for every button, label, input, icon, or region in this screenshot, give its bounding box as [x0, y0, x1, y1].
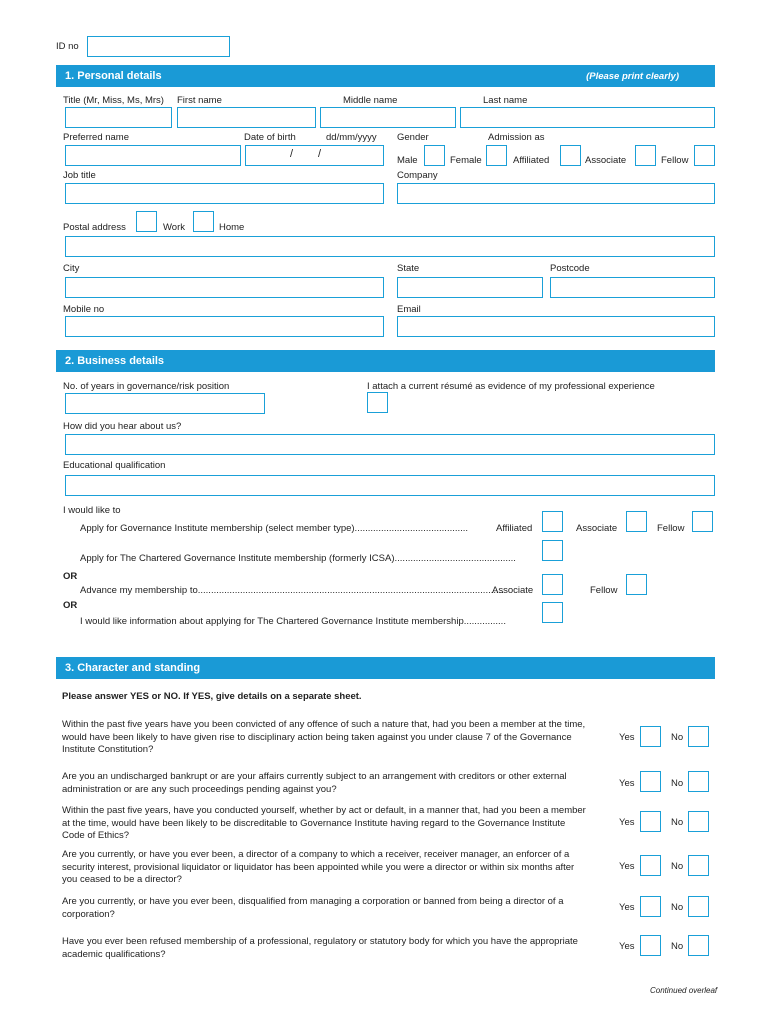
middle-name-field[interactable] [320, 107, 456, 128]
apply-cgi-checkbox[interactable] [542, 540, 563, 561]
mobile-label: Mobile no [63, 304, 105, 315]
apply-affiliated-label: Affiliated [496, 523, 533, 534]
q2-no-checkbox[interactable] [688, 771, 709, 792]
city-field[interactable] [65, 277, 384, 298]
advance-associate-checkbox[interactable] [542, 574, 563, 595]
q3-no-checkbox[interactable] [688, 811, 709, 832]
resume-checkbox[interactable] [367, 392, 388, 413]
male-label: Male [397, 155, 418, 166]
affiliated-label: Affiliated [513, 155, 550, 166]
education-label: Educational qualification [63, 460, 166, 471]
postcode-field[interactable] [550, 277, 715, 298]
dob-format-label: dd/mm/yyyy [326, 132, 377, 143]
or-label: OR [63, 571, 78, 582]
years-label: No. of years in governance/risk position [63, 381, 230, 392]
company-field[interactable] [397, 183, 715, 204]
section-business-header [56, 350, 715, 372]
no-label: No [671, 861, 684, 872]
hear-label: How did you hear about us? [63, 421, 182, 432]
section-title: 3. Character and standing [65, 662, 201, 674]
q2-yes-checkbox[interactable] [640, 771, 661, 792]
company-label: Company [397, 170, 438, 181]
q6-no-checkbox[interactable] [688, 935, 709, 956]
q3-yes-checkbox[interactable] [640, 811, 661, 832]
mobile-field[interactable] [65, 316, 384, 337]
advance-associate-label: Associate [492, 585, 534, 596]
instruction-text: Please answer YES or NO. If YES, give details on a separate sheet. [62, 691, 362, 702]
no-label: No [671, 817, 684, 828]
email-label: Email [397, 304, 421, 315]
apply-associate-label: Associate [576, 523, 618, 534]
associate-checkbox[interactable] [635, 145, 656, 166]
q1-no-checkbox[interactable] [688, 726, 709, 747]
advance-fellow-checkbox[interactable] [626, 574, 647, 595]
footer-text: Continued overleaf [650, 986, 718, 995]
apply-cgi-label: Apply for The Chartered Governance Institute membership (formerly ICSA).............................................. [80, 553, 516, 564]
advance-label: Advance my membership to.................................................................................................................... [80, 585, 504, 596]
postal-address-label: Postal address [63, 222, 126, 233]
preferred-name-label: Preferred name [63, 132, 130, 143]
female-checkbox[interactable] [486, 145, 507, 166]
associate-label: Associate [585, 155, 627, 166]
no-label: No [671, 941, 684, 952]
fellow-label: Fellow [661, 155, 689, 166]
affiliated-checkbox[interactable] [560, 145, 581, 166]
section-title: 1. Personal details [65, 70, 162, 82]
yes-label: Yes [619, 732, 635, 743]
preferred-name-field[interactable] [65, 145, 241, 166]
q4-yes-checkbox[interactable] [640, 855, 661, 876]
question-text: Within the past five years, have you conducted yourself, whether by act or default, in a manner that, had you been a member at the time, would have been likely to be discreditable to Governance Institute having regard to the Governance Institute Code of Ethics? [62, 805, 586, 841]
last-name-label: Last name [483, 95, 528, 106]
male-checkbox[interactable] [424, 145, 445, 166]
question-text: Have you ever been refused membership of a professional, regulatory or statutory body for which you have the appropriate academic qualifications? [62, 936, 578, 960]
q5-yes-checkbox[interactable] [640, 896, 661, 917]
job-title-label: Job title [63, 170, 96, 181]
id-field[interactable] [87, 36, 230, 57]
state-field[interactable] [397, 277, 543, 298]
yes-label: Yes [619, 817, 635, 828]
question-text: Are you an undischarged bankrupt or are your affairs currently subject to an arrangement with creditors or other external administration or are any such proceedings pending against you? [62, 771, 567, 795]
question-text: Within the past five years have you been convicted of any offence of such a nature that, had you been a member at the time, would have been likely to have given rise to disciplinary action being taken against you under clause 7 of the Governance Institute Constitution? [62, 719, 586, 755]
postcode-label: Postcode [550, 263, 590, 274]
home-label: Home [219, 222, 245, 233]
first-name-label: First name [177, 95, 222, 106]
question-text: Are you currently, or have you ever been, disqualified from managing a corporation or banned from being a director of a corporation? [62, 896, 564, 920]
print-note: (Please print clearly) [586, 71, 679, 82]
years-field[interactable] [65, 393, 265, 414]
info-label: I would like information about applying for The Chartered Governance Institute membership................ [80, 616, 506, 627]
yes-label: Yes [619, 778, 635, 789]
apply-fellow-checkbox[interactable] [692, 511, 713, 532]
id-label: ID no [56, 41, 79, 52]
fellow-checkbox[interactable] [694, 145, 715, 166]
title-field[interactable] [65, 107, 172, 128]
yes-label: Yes [619, 902, 635, 913]
education-field[interactable] [65, 475, 715, 496]
first-name-field[interactable] [177, 107, 316, 128]
gender-label: Gender [397, 132, 429, 143]
q6-yes-checkbox[interactable] [640, 935, 661, 956]
q5-no-checkbox[interactable] [688, 896, 709, 917]
info-checkbox[interactable] [542, 602, 563, 623]
title-label: Title (Mr, Miss, Ms, Mrs) [63, 95, 164, 106]
admission-label: Admission as [488, 132, 545, 143]
middle-name-label: Middle name [343, 95, 398, 106]
hear-field[interactable] [65, 434, 715, 455]
like-label: I would like to [63, 505, 121, 516]
last-name-field[interactable] [460, 107, 715, 128]
dob-separator: / [290, 148, 294, 160]
work-label: Work [163, 222, 185, 233]
section-title: 2. Business details [65, 355, 165, 367]
yes-label: Yes [619, 941, 635, 952]
section-character-header [56, 657, 715, 679]
state-label: State [397, 263, 420, 274]
city-label: City [63, 263, 80, 274]
no-label: No [671, 902, 684, 913]
apply-gi-label: Apply for Governance Institute membership (select member type)........................................... [80, 523, 469, 534]
email-field[interactable] [397, 316, 715, 337]
yes-label: Yes [619, 861, 635, 872]
apply-associate-checkbox[interactable] [626, 511, 647, 532]
q1-yes-checkbox[interactable] [640, 726, 661, 747]
postal-address-field[interactable] [65, 236, 715, 257]
section-personal-header [56, 65, 715, 87]
question-text: Are you currently, or have you ever been, a director of a company to which a receiver, receiver manager, an enforcer of a security interest, provisional liquidator or liquidator has been appointed while you were a director or within six months after you ceased to be a director? [62, 849, 575, 885]
q4-no-checkbox[interactable] [688, 855, 709, 876]
dob-separator: / [318, 148, 322, 160]
home-checkbox[interactable] [193, 211, 214, 232]
apply-fellow-label: Fellow [657, 523, 685, 534]
resume-label: I attach a current résumé as evidence of my professional experience [367, 381, 655, 392]
job-title-field[interactable] [65, 183, 384, 204]
advance-fellow-label: Fellow [590, 585, 618, 596]
no-label: No [671, 732, 684, 743]
dob-label: Date of birth [244, 132, 296, 143]
female-label: Female [450, 155, 482, 166]
dob-field[interactable] [245, 145, 384, 166]
or-label: OR [63, 600, 78, 611]
work-checkbox[interactable] [136, 211, 157, 232]
apply-affiliated-checkbox[interactable] [542, 511, 563, 532]
no-label: No [671, 778, 684, 789]
